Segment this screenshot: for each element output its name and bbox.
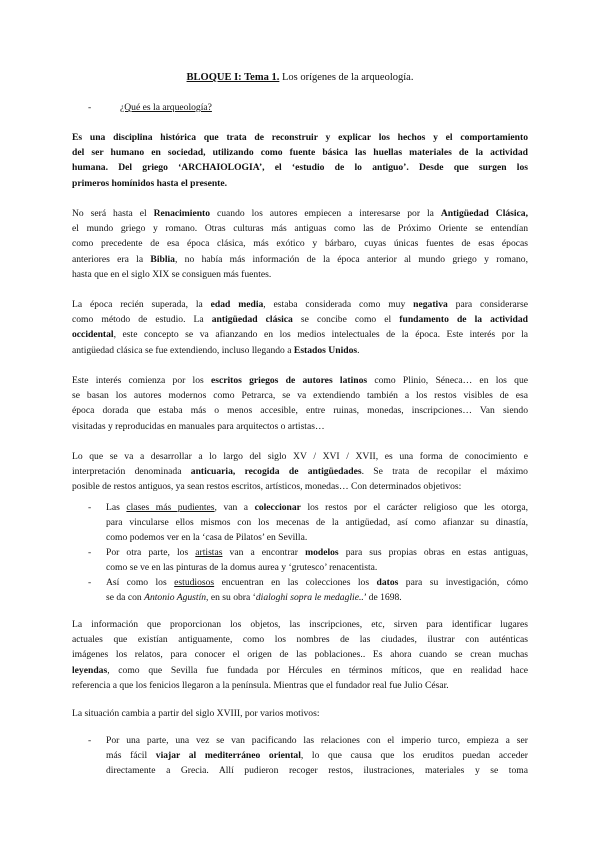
text-bold: occidental bbox=[72, 329, 114, 341]
text: , este concepto se va afianzando en los medios intelectuales de la época. Este interés por la bbox=[113, 329, 528, 341]
text: No será hasta el bbox=[72, 208, 154, 219]
text-bold: escritos griegos de autores latinos bbox=[210, 375, 368, 386]
paragraph-informacion bbox=[72, 617, 528, 693]
text: cuando los autores empiecen a interesarse por la bbox=[210, 208, 441, 219]
list-dash: - bbox=[88, 547, 92, 558]
title-rest: Los orígenes de la arqueología. bbox=[279, 72, 414, 83]
text-bold: anticuaria, recogida de antigüedades bbox=[190, 466, 362, 478]
definition-line: humana. Del griego ‘ARCHAIOLOGIA’, el ‘estudio de lo antiguo’. Desde que surgen los bbox=[72, 162, 528, 174]
text: , como que Sevilla fue fundada por Hércules en términos míticos, que en realidad hace bbox=[107, 664, 528, 676]
text-line: La situación cambia a partir del siglo XVIII, por varios motivos: bbox=[72, 708, 320, 719]
text-line: para vincularse ellos mismos con los mecenas de la antigüedad, así como afianzar su dinastía, bbox=[106, 517, 528, 529]
text: como método de estudio. La bbox=[72, 314, 212, 326]
text: para considerarse bbox=[447, 299, 528, 310]
text-bold: datos bbox=[376, 577, 399, 588]
text: encuentran en las colecciones los bbox=[214, 577, 377, 588]
text-bold: fundamento de la actividad bbox=[399, 314, 528, 326]
text-line: posible de restos antiguos, ya sean restos escritos, artísticos, monedas… Con determinados objetivos: bbox=[72, 481, 462, 493]
text: más fácil bbox=[106, 750, 156, 762]
definition-line: Es una disciplina histórica que trata de reconstruir y explicar los hechos y el comportamiento bbox=[72, 132, 528, 143]
text-bold: Biblia bbox=[150, 253, 175, 265]
text-bold: modelos bbox=[305, 547, 339, 558]
definition-paragraph bbox=[72, 130, 528, 191]
text-line: Por una parte, una vez se van pacificando las relaciones con el imperio turco, empieza a ser bbox=[106, 735, 528, 746]
list-dash: - bbox=[88, 502, 92, 513]
text: como Plinio, Séneca… en los que bbox=[367, 375, 528, 386]
text: van a encontrar bbox=[222, 547, 306, 558]
text-bold: coleccionar bbox=[254, 502, 301, 513]
text-line: visitadas y reproducidas en manuales para arquitectos o artistas… bbox=[72, 420, 325, 432]
text: Por otra parte, los bbox=[106, 547, 196, 558]
definition-line: del ser humano en sociedad, utilizando como fuente básica las huellas materiales de la actividad bbox=[72, 147, 528, 159]
text: La época recién superada, la bbox=[72, 299, 211, 310]
definition-line: primeros homínidos hasta el presente. bbox=[72, 177, 228, 189]
text-line: el mundo griego y romano. Otras culturas más antiguas como las de Próximo Oriente se entendían bbox=[72, 223, 528, 235]
text: , van a bbox=[214, 502, 255, 513]
text-line: imágenes los relatos, para conocer el origen de las poblaciones.. Es ahora cuando se crean muchas bbox=[72, 649, 528, 661]
text-line: actuales que existían antiguamente, como los nombres de las ciudades, ilustrar con auténticas bbox=[72, 634, 528, 646]
list-dash: - bbox=[88, 102, 92, 113]
text-bold: antigüedad clásica bbox=[211, 314, 293, 326]
paragraph-escritos bbox=[72, 373, 528, 434]
text-bold: viajar al mediterráneo oriental bbox=[155, 750, 301, 762]
title-bold: BLOQUE I: Tema 1. bbox=[186, 72, 280, 83]
text-bold: edad media bbox=[210, 299, 264, 310]
list-dash: - bbox=[88, 735, 92, 746]
text: para su investigación, cómo bbox=[398, 577, 529, 588]
text-italic: Antonio Agustín bbox=[144, 592, 207, 604]
text: . bbox=[357, 344, 360, 356]
text-bold: negativa bbox=[413, 299, 448, 310]
text: , lo que causa que los eruditos puedan acceder bbox=[300, 750, 528, 762]
text-bold: Estados Unidos bbox=[293, 344, 358, 356]
text: ’ de 1698. bbox=[363, 592, 402, 604]
text-bold: Antigüedad Clásica, bbox=[440, 208, 529, 219]
text: Este interés comienza por los bbox=[72, 375, 211, 386]
paragraph-anticuaria bbox=[72, 449, 528, 495]
text: Las bbox=[106, 502, 127, 513]
text: antigüedad clásica se fue extendiendo, incluso llegando a bbox=[72, 344, 294, 356]
text: , en su obra ‘ bbox=[206, 592, 256, 604]
text: anteriores era la bbox=[72, 253, 151, 265]
text: interpretación denominada bbox=[72, 466, 191, 478]
text-line: época dorada que estaba más o menos accesible, entre ruinas, monedas, inscripciones… Van siendo bbox=[72, 405, 528, 417]
text: se concibe como el bbox=[292, 314, 400, 326]
list-dash: - bbox=[88, 577, 92, 588]
text: para sus propias obras en estas antiguas, bbox=[338, 547, 528, 558]
paragraph-renacimiento bbox=[72, 206, 528, 282]
text: , no había más información de la época anterior al mundo griego y romano, bbox=[174, 253, 528, 265]
text-underlined: clases más pudientes bbox=[126, 502, 215, 513]
text-line: como podemos ver en la ‘casa de Pilatos’ en Sevilla. bbox=[106, 532, 308, 544]
paragraph-edad-media bbox=[72, 297, 528, 358]
text-underlined: artistas bbox=[195, 547, 223, 558]
text-underlined: estudiosos bbox=[174, 577, 215, 588]
text-line: hasta que en el siglo XIX se consiguen más fuentes. bbox=[72, 268, 272, 280]
text-line: directamente a Grecia. Allí pudieron recoger restos, ilustraciones, materiales y se toma bbox=[106, 765, 528, 777]
text-bold: leyendas bbox=[72, 664, 108, 676]
text: se da con bbox=[106, 592, 145, 604]
text-line: Lo que se va a desarrollar a lo largo del siglo XV / XVI / XVII, es una forma de conocimiento e bbox=[72, 451, 528, 462]
text-line: como precedente de esa época clásica, más exótico y bárbaro, cuyas únicas fuentes de esas épocas bbox=[72, 238, 528, 250]
text-line: se basan los autores modernos como Petrarca, se va extendiendo también a los restos visibles de esa bbox=[72, 390, 528, 402]
text: . Se trata de recopilar el máximo bbox=[361, 466, 528, 478]
text-italic: dialoghi sopra le medaglie.. bbox=[255, 592, 364, 604]
text-line: La información que proporcionan los objetos, las inscripciones, etc, sirven para identificar lugares bbox=[72, 619, 528, 630]
text-line: referencia a que los fenicios llegaron a la península. Mientras que el fundador real fue Julio César. bbox=[72, 679, 449, 691]
text: , estaba considerada como muy bbox=[263, 299, 414, 310]
text-bold: Renacimiento bbox=[153, 208, 211, 219]
page-title bbox=[0, 70, 600, 85]
text-line: como se ve en las pinturas de la domus aurea y ‘grutesco’ renacentista. bbox=[106, 562, 378, 574]
paragraph-situacion bbox=[72, 706, 528, 721]
text: Así como los bbox=[106, 577, 175, 588]
question-text: ¿Qué es la arqueología? bbox=[120, 102, 212, 113]
text: los restos por el carácter religioso que les otorga, bbox=[300, 502, 528, 513]
